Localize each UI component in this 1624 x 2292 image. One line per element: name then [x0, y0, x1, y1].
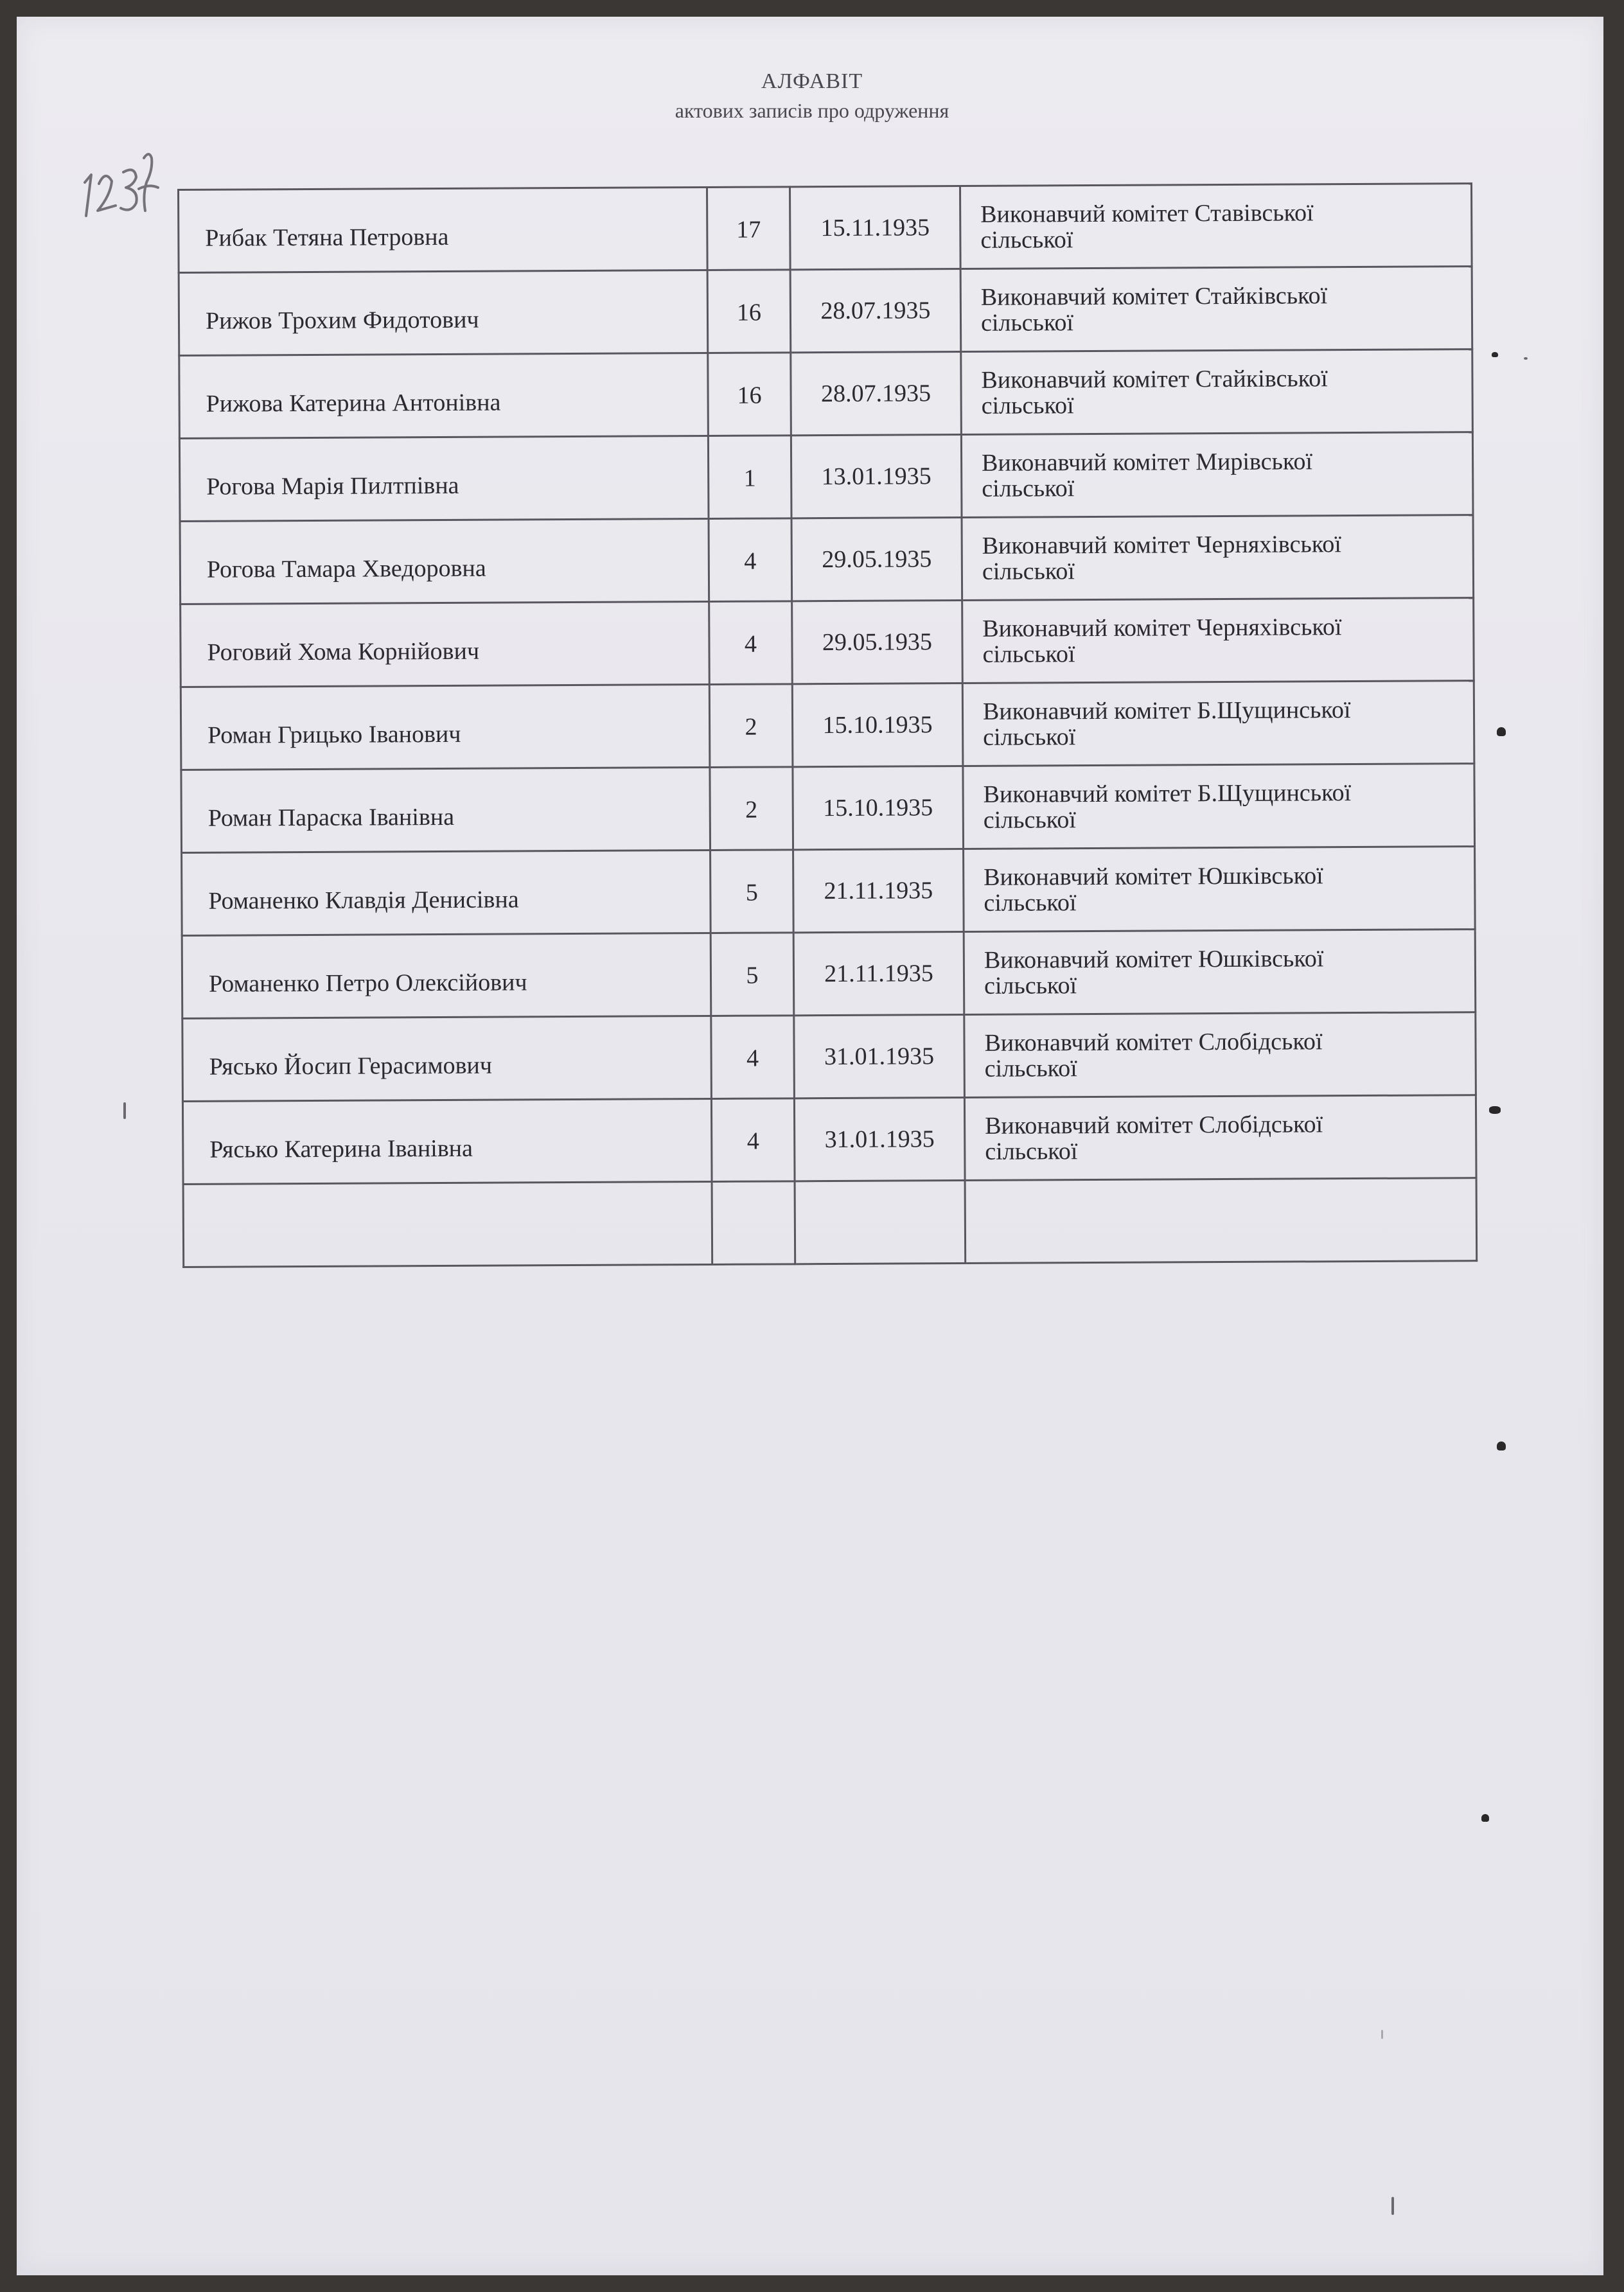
- registering-body-line: сільської: [984, 889, 1077, 917]
- registering-body-line: сільської: [980, 226, 1073, 254]
- record-date: 21.11.1935: [793, 932, 964, 1016]
- person-name: Романенко Петро Олексійович: [182, 933, 711, 1018]
- handwritten-page-number: [72, 144, 168, 240]
- person-name: Рижова Катерина Антонівна: [179, 353, 709, 438]
- person-name: Романенко Клавдія Денисівна: [182, 850, 711, 935]
- punch-mark: [1492, 352, 1498, 357]
- registering-body-line: сільської: [982, 640, 1075, 668]
- table-row: [181, 598, 1474, 687]
- record-number: 1: [708, 436, 791, 519]
- record-date: 29.05.1935: [791, 518, 962, 601]
- table-row: [182, 1095, 1476, 1185]
- registering-body: [963, 764, 1475, 849]
- registering-body-line: сільської: [982, 558, 1075, 585]
- record-date: 21.11.1935: [793, 849, 964, 933]
- record-date: 15.11.1935: [790, 186, 960, 270]
- record-date: 13.01.1935: [791, 435, 962, 518]
- registering-body: [964, 1095, 1476, 1181]
- registering-body: [964, 930, 1476, 1015]
- registering-body: [962, 515, 1474, 601]
- registering-body-line: Виконавчий комітет Б.Щущинської: [982, 696, 1351, 725]
- registering-body: [960, 267, 1472, 352]
- person-name: Роман Грицько Іванович: [181, 684, 710, 770]
- registering-body-line: сільської: [984, 1055, 1077, 1082]
- empty-cell: [795, 1181, 966, 1264]
- registering-body-line: сільської: [985, 1138, 1078, 1165]
- record-number: 4: [709, 518, 792, 602]
- registering-body-line: Виконавчий комітет Юшківської: [984, 945, 1324, 974]
- table-row: [179, 267, 1472, 356]
- registering-body-line: Виконавчий комітет Ставівської: [980, 199, 1314, 228]
- empty-cell: [965, 1178, 1477, 1264]
- record-date: 28.07.1935: [790, 269, 961, 353]
- registering-body-line: Виконавчий комітет Черняхівської: [982, 531, 1341, 560]
- document-title: АЛФАВІТ: [761, 69, 863, 93]
- empty-cell: [712, 1181, 795, 1265]
- registering-body-line: Виконавчий комітет Слобідської: [984, 1028, 1323, 1057]
- marriage-records-table: [177, 182, 1478, 1268]
- table-row: [179, 432, 1473, 522]
- person-name: Рижов Трохим Фидотович: [179, 270, 708, 355]
- registering-body-line: сільської: [982, 475, 1075, 502]
- registering-body-line: сільської: [983, 723, 1076, 751]
- table-row: [182, 1012, 1476, 1102]
- registering-body-line: сільської: [980, 309, 1074, 337]
- person-name: Роман Параска Іванівна: [181, 767, 710, 852]
- record-number: 16: [708, 353, 791, 436]
- paper-speck: [1524, 357, 1528, 360]
- record-number: 2: [710, 767, 793, 851]
- empty-cell: [183, 1181, 712, 1267]
- registering-body: [961, 349, 1473, 435]
- registering-body-line: Виконавчий комітет Стайківської: [981, 365, 1328, 394]
- registering-body: [962, 681, 1474, 766]
- record-number: 2: [709, 684, 793, 768]
- table-row: [179, 349, 1473, 439]
- person-name: Рибак Тетяна Петровна: [179, 187, 708, 272]
- record-date: 31.01.1935: [794, 1098, 965, 1181]
- record-number: 5: [710, 850, 794, 933]
- person-name: Роговий Хома Корнійович: [181, 601, 710, 687]
- person-name: Рясько Катерина Іванівна: [182, 1098, 712, 1184]
- empty-table-row: [183, 1178, 1477, 1267]
- registering-body: [964, 847, 1476, 932]
- record-number: 17: [707, 187, 790, 270]
- record-number: 5: [710, 933, 794, 1016]
- person-name: Рясько Йосип Герасимович: [182, 1016, 712, 1101]
- registering-body: [960, 184, 1472, 269]
- paper-speck: [1381, 2030, 1383, 2039]
- registering-body-line: Виконавчий комітет Юшківської: [984, 862, 1323, 891]
- registering-body-line: Виконавчий комітет Стайківської: [980, 282, 1328, 311]
- table-row: [182, 847, 1476, 936]
- table-row: [179, 184, 1472, 273]
- punch-mark: [1497, 1441, 1506, 1450]
- registering-body-line: сільської: [981, 392, 1074, 419]
- document-subtitle: актових записів про одруження: [675, 99, 949, 122]
- table-row: [180, 515, 1474, 604]
- record-number: 16: [707, 270, 791, 353]
- paper-speck: [1391, 2197, 1394, 2215]
- record-date: 31.01.1935: [794, 1015, 965, 1098]
- registering-body: [964, 1012, 1476, 1098]
- record-number: 4: [711, 1016, 795, 1099]
- record-date: 28.07.1935: [791, 352, 962, 436]
- registering-body-line: сільської: [983, 806, 1076, 834]
- registering-body: [961, 432, 1473, 518]
- record-number: 4: [711, 1098, 795, 1182]
- table-row: [182, 930, 1476, 1019]
- table-row: [181, 764, 1475, 853]
- registering-body: [962, 598, 1474, 683]
- record-date: 15.10.1935: [793, 766, 964, 850]
- paper-speck: [123, 1102, 126, 1119]
- punch-mark: [1481, 1814, 1489, 1822]
- table-row: [181, 681, 1474, 770]
- punch-mark: [1489, 1106, 1501, 1114]
- person-name: Рогова Тамара Хведоровна: [180, 518, 709, 604]
- record-date: 29.05.1935: [792, 601, 963, 684]
- record-number: 4: [709, 601, 793, 685]
- record-date: 15.10.1935: [792, 683, 963, 767]
- person-name: Рогова Марія Пилтпівна: [179, 436, 709, 521]
- registering-body-line: Виконавчий комітет Б.Щущинської: [983, 779, 1352, 808]
- punch-mark: [1497, 727, 1506, 736]
- registering-body-line: Виконавчий комітет Слобідської: [985, 1111, 1323, 1140]
- registering-body-line: Виконавчий комітет Мирівської: [981, 448, 1313, 477]
- registering-body-line: Виконавчий комітет Черняхівської: [982, 613, 1342, 642]
- registering-body-line: сільської: [984, 972, 1077, 1000]
